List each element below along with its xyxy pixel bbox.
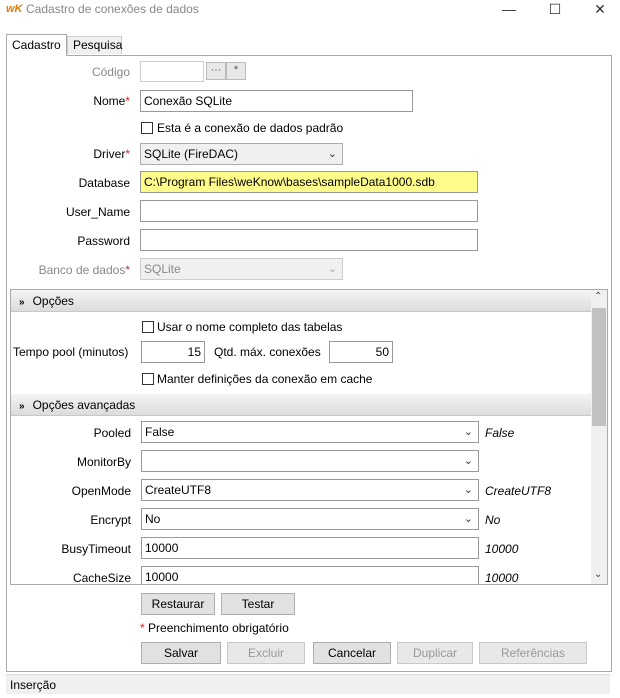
referencias-button[interactable]: Referências bbox=[479, 642, 587, 664]
pooled-select[interactable] bbox=[141, 421, 479, 443]
excluir-button[interactable]: Excluir bbox=[227, 642, 305, 664]
cache-label: Manter definições da conexão em cache bbox=[157, 372, 373, 386]
database-label: Database bbox=[78, 176, 130, 190]
encrypt-value: No bbox=[145, 512, 161, 526]
cache-checkbox[interactable] bbox=[142, 373, 154, 385]
cachesize-label: CacheSize bbox=[72, 571, 131, 585]
title-bar bbox=[0, 0, 620, 30]
options-scroll-area[interactable] bbox=[10, 289, 608, 585]
default-connection-checkbox[interactable] bbox=[141, 122, 153, 134]
cachesize-input[interactable]: 10000 bbox=[141, 566, 479, 585]
password-label: Password bbox=[77, 234, 130, 248]
driver-label: Driver* bbox=[93, 147, 130, 161]
encrypt-select[interactable] bbox=[141, 508, 479, 530]
pooled-label: Pooled bbox=[93, 426, 131, 440]
status-text: Inserção bbox=[10, 678, 57, 692]
tab-cadastro[interactable]: Cadastro bbox=[6, 34, 67, 56]
openmode-label: OpenMode bbox=[71, 484, 131, 498]
new-code-button[interactable]: * bbox=[226, 62, 246, 80]
banco-select[interactable] bbox=[140, 258, 343, 280]
openmode-default: CreateUTF8 bbox=[485, 484, 552, 498]
lookup-button[interactable]: ··· bbox=[206, 62, 226, 80]
database-input[interactable]: C:\Program Files\weKnow\bases\sampleData1000.sdb bbox=[140, 171, 478, 193]
window-title: Cadastro de conexões de dados bbox=[26, 2, 199, 16]
driver-select[interactable] bbox=[140, 143, 343, 165]
chevron-down-icon: ⌄ bbox=[327, 263, 337, 275]
full-table-name-checkbox[interactable] bbox=[142, 321, 154, 333]
avancadas-title: Opções avançadas bbox=[32, 398, 136, 412]
chevron-down-icon: ⌄ bbox=[327, 148, 337, 160]
maximize-button[interactable]: ☐ bbox=[548, 1, 562, 17]
minimize-button[interactable]: — bbox=[502, 1, 516, 17]
full-table-name-label: Usar o nome completo das tabelas bbox=[157, 320, 343, 334]
tab-pesquisa[interactable]: Pesquisa bbox=[67, 36, 122, 54]
collapse-icon: » bbox=[19, 401, 25, 412]
driver-select-value: SQLite (FireDAC) bbox=[144, 147, 239, 161]
nome-label: Nome* bbox=[93, 94, 130, 108]
pooled-value: False bbox=[145, 425, 175, 439]
qtd-max-label: Qtd. máx. conexões bbox=[214, 345, 321, 359]
openmode-value: CreateUTF8 bbox=[145, 483, 212, 497]
qtd-max-input[interactable]: 50 bbox=[329, 341, 393, 363]
restaurar-button[interactable]: Restaurar bbox=[141, 593, 215, 615]
required-note: * Preenchimento obrigatório bbox=[140, 621, 289, 635]
opcoes-title: Opções bbox=[32, 294, 74, 308]
avancadas-section-header[interactable] bbox=[11, 394, 593, 416]
busytimeout-default: 10000 bbox=[485, 542, 519, 556]
pooled-default: False bbox=[485, 426, 515, 440]
scroll-down-icon[interactable]: ⌄ bbox=[594, 569, 603, 580]
busytimeout-input[interactable]: 10000 bbox=[141, 537, 479, 559]
salvar-button[interactable]: Salvar bbox=[141, 642, 221, 664]
chevron-down-icon: ⌄ bbox=[463, 426, 473, 438]
duplicar-button[interactable]: Duplicar bbox=[397, 642, 473, 664]
status-bar bbox=[6, 674, 610, 694]
collapse-icon: » bbox=[19, 297, 25, 308]
tempo-pool-label: Tempo pool (minutos) bbox=[13, 345, 129, 359]
opcoes-section-header[interactable] bbox=[11, 290, 593, 312]
chevron-down-icon: ⌄ bbox=[463, 455, 473, 467]
chevron-down-icon: ⌄ bbox=[463, 513, 473, 525]
vertical-scrollbar[interactable] bbox=[591, 290, 607, 584]
scrollbar-thumb[interactable] bbox=[592, 308, 606, 426]
codigo-input[interactable] bbox=[140, 61, 204, 82]
nome-input[interactable]: Conexão SQLite bbox=[140, 90, 413, 112]
scroll-up-icon[interactable]: ⌃ bbox=[594, 291, 603, 302]
cachesize-default: 10000 bbox=[485, 571, 519, 585]
monitorby-label: MonitorBy bbox=[76, 455, 131, 469]
tempo-pool-input[interactable]: 15 bbox=[141, 341, 205, 363]
user-name-input[interactable] bbox=[140, 200, 478, 222]
close-button[interactable]: ✕ bbox=[594, 1, 606, 17]
codigo-label: Código bbox=[91, 65, 130, 79]
encrypt-label: Encrypt bbox=[90, 513, 131, 527]
banco-label: Banco de dados* bbox=[38, 263, 130, 277]
chevron-down-icon: ⌄ bbox=[463, 484, 473, 496]
app-logo: wK bbox=[6, 3, 23, 15]
cancelar-button[interactable]: Cancelar bbox=[313, 642, 391, 664]
testar-button[interactable]: Testar bbox=[221, 593, 295, 615]
busytimeout-label: BusyTimeout bbox=[61, 542, 131, 556]
password-input[interactable] bbox=[140, 229, 478, 251]
openmode-select[interactable] bbox=[141, 479, 479, 501]
default-connection-label: Esta é a conexão de dados padrão bbox=[157, 121, 344, 135]
monitorby-select[interactable] bbox=[141, 450, 479, 472]
banco-select-value: SQLite bbox=[144, 262, 181, 276]
user-name-label: User_Name bbox=[65, 205, 130, 219]
encrypt-default: No bbox=[485, 513, 501, 527]
